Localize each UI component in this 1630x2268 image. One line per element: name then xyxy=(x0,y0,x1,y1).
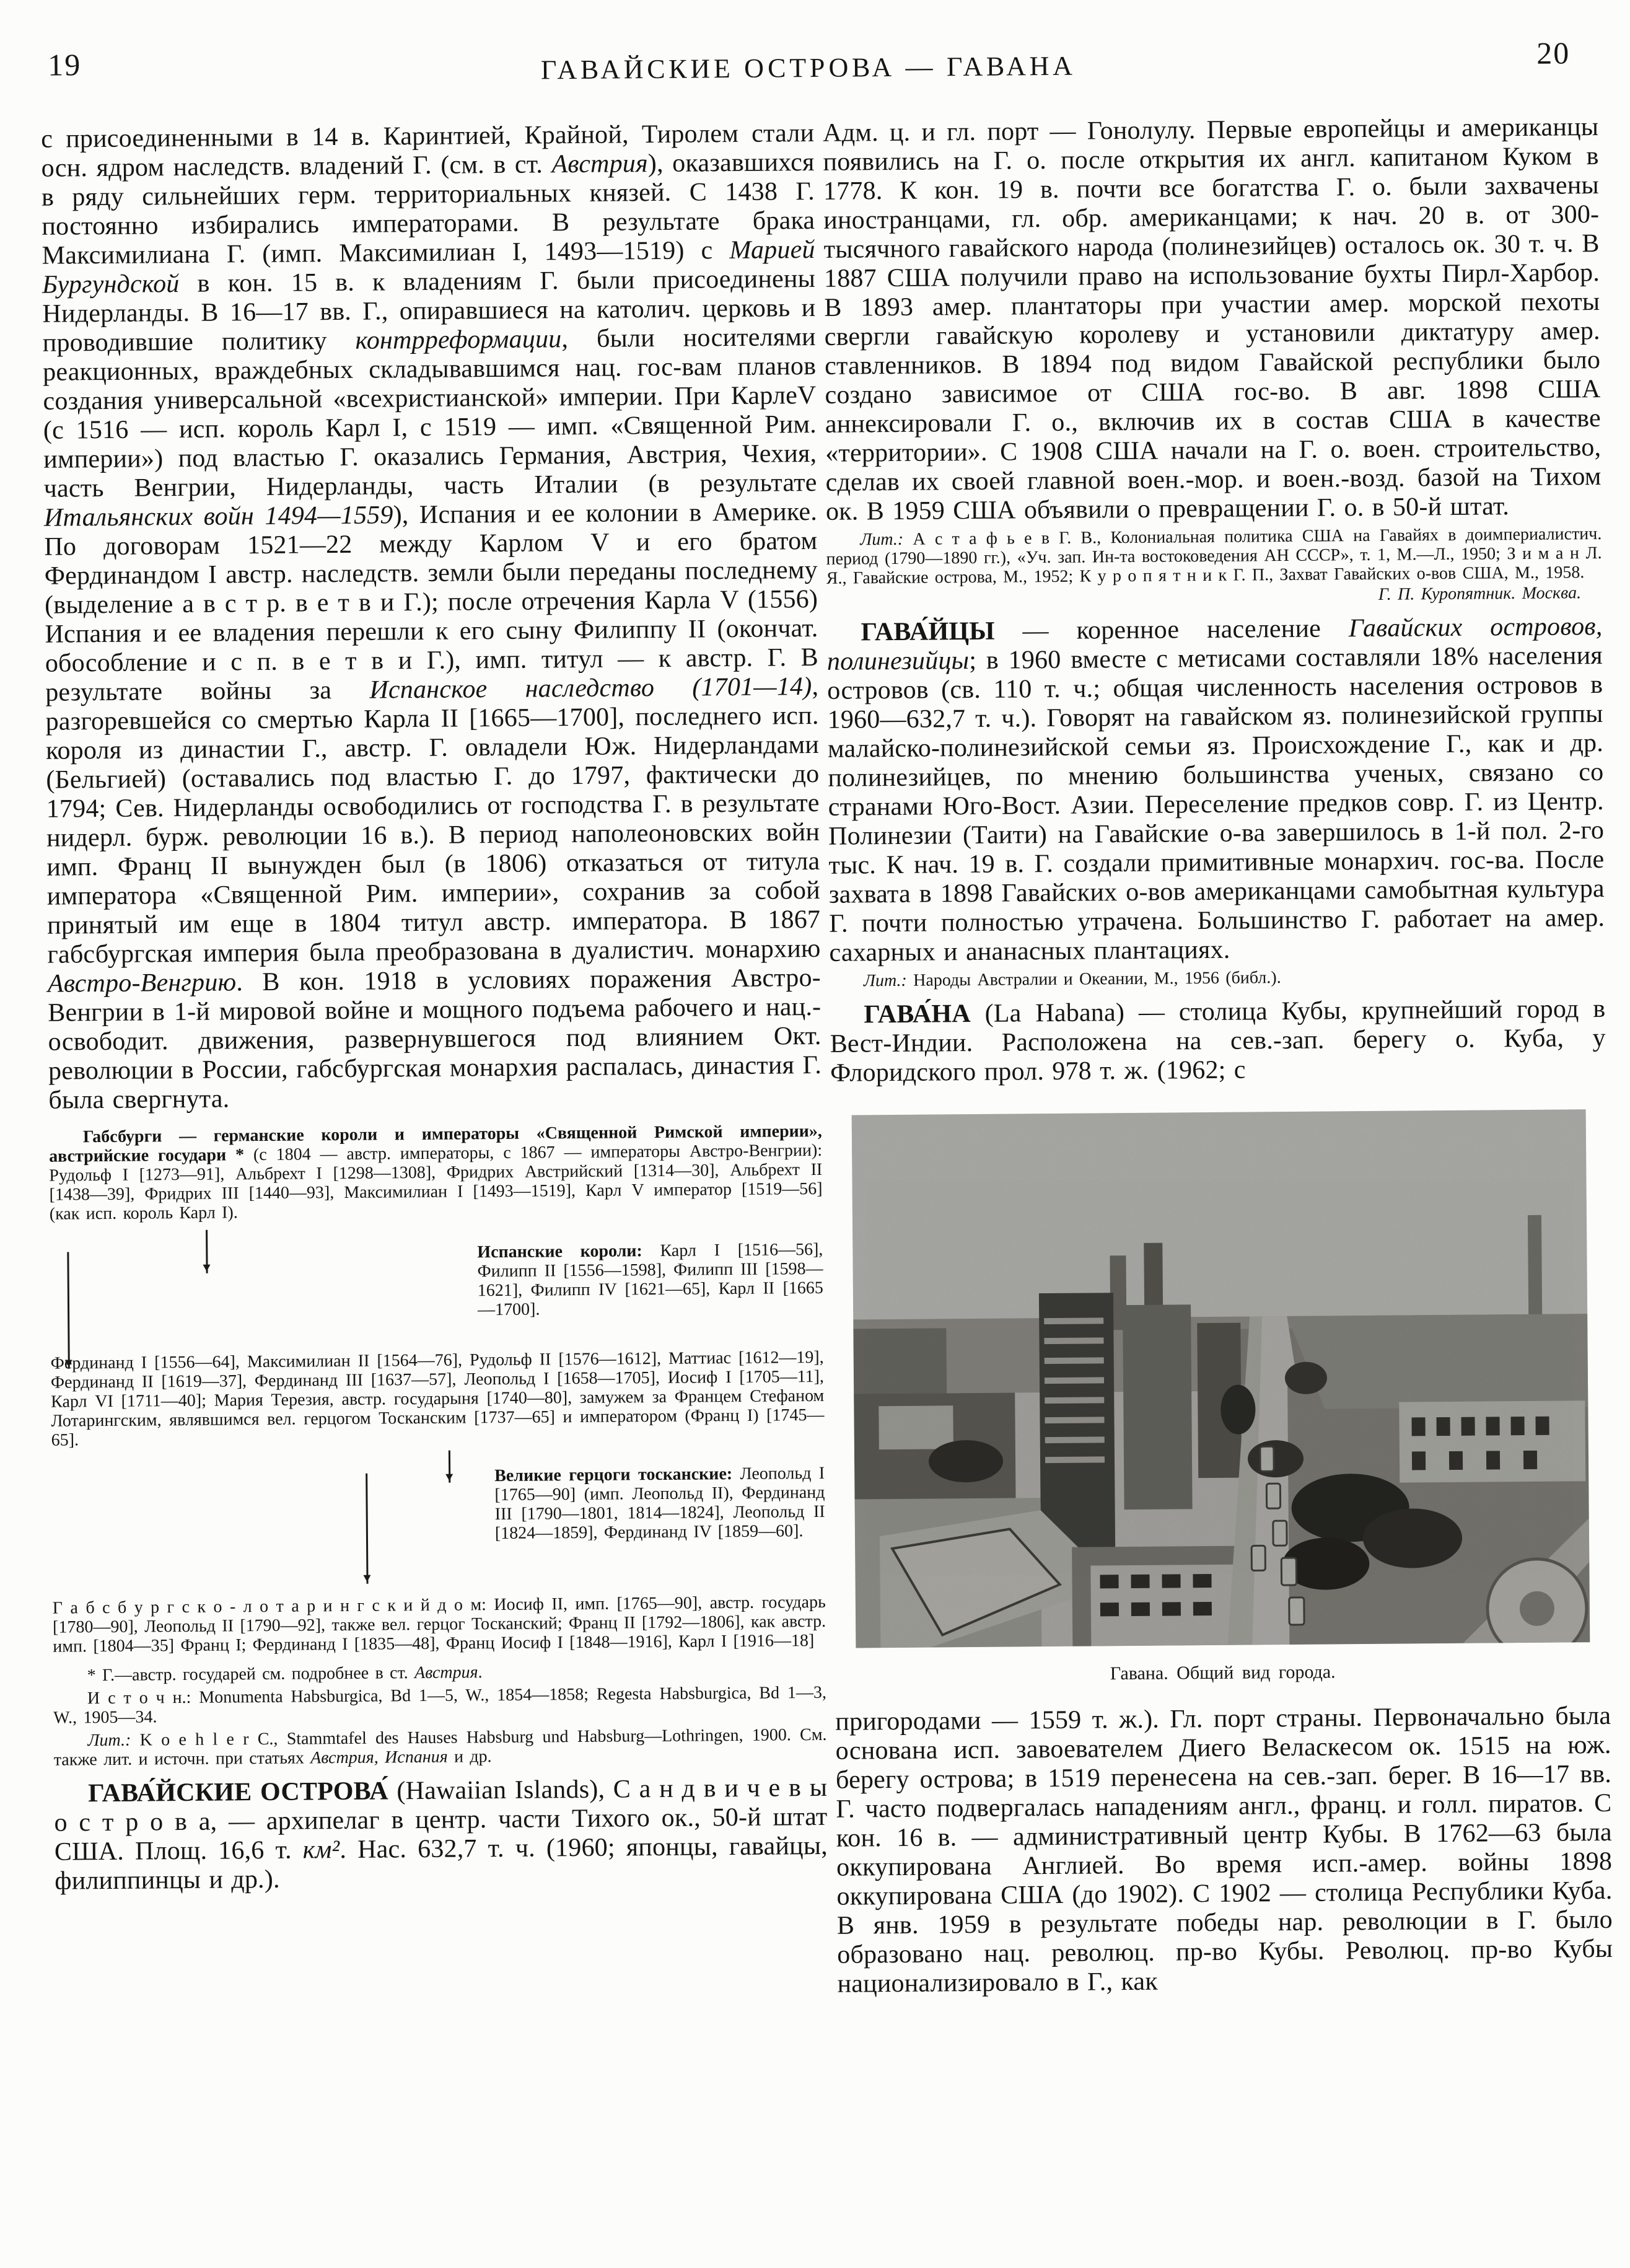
genealogy-sources: И с т о ч н.: Monumenta Habsburgica, Bd 1—5, W., 1854—1858; Regesta Habsburgica, Bd 1—3, W., 1905—34. xyxy=(53,1682,827,1728)
havana-continuation: пригородами — 1559 т. ж.). Гл. порт страны. Первоначально была основана исп. завоевателем Диего Веласкесом ок. 1515 на юж. берегу острова; в 1519 перенесена на сев.-зап. берег. В 16—17 вв. Г. часто подвергалась нападениям англ., франц. и голл. пиратов. С кон. 16 в. — административный центр Кубы. В 1762—63 была оккупирована Англией. Во время исп.-амер. войны 1898 оккупирована США (до 1902). С 1902 — столица Республики Куба. В янв. 1959 в результате победы нар. революции в Г. было образовано нац. революц. пр-во Кубы. Революц. пр-во Кубы национализировало в Г., как xyxy=(835,1701,1613,1998)
habsburg-genealogy-chart xyxy=(49,1122,827,1770)
author-signature: Г. П. Куропятник. Москва. xyxy=(1378,583,1582,604)
column-right xyxy=(823,113,1613,1999)
entry-hawaiians: ГАВА́ЙЦЫ — коренное население Гавайских островов, полинезийцы; в 1960 вместе с метисами составляли 18% населения островов (св. 110 т. ч.; общая численность населения островов в 1960—632,7 т. ч.). Говорят на гавайском яз. полинезийской группы малайско-полинезийской семьи яз. Происхождение Г., как и др. полинезийцев, по мнению большинства ученых, связано со странами Юго-Вост. Азии. Переселение предков совр. Г. из Центр. Полинезии (Таити) на Гавайские о-ва завершилось в 1-й пол. 2-го тыс. К нач. 19 в. Г. создали примитивные монархич. гос-ва. После захвата в 1898 Гавайских о-вов американцами самобытная культура Г. почти полностью утрачена. Большинство Г. работает на амер. сахарных и ананасных плантациях. xyxy=(826,612,1605,967)
hawaiian-islands-literature: Лит.: А с т а ф ь е в Г. В., Колониальная политика США на Гавайях в доимпериалистич. период (1790—1890 гг.), «Уч. зап. Ин-та востоковедения АН СССР», т. 1, М.—Л., 1950; З и м а н Л. Я., Гавайские острова, М., 1952; К у р о п я т н и к Г. П., Захват Гавайских о-вов США, М., 1958. xyxy=(826,524,1602,588)
entry-havana: ГАВА́НА (La Habana) — столица Кубы, крупнейший город в Вест-Индии. Расположена на сев.-зап. берегу о. Куба, у Флоридского прол. 978 т. ж. (1962; с xyxy=(830,994,1606,1088)
hawaiians-literature: Лит.: Народы Австралии и Океании, М., 1956 (библ.). xyxy=(863,968,1281,991)
genealogy-row-tuscan xyxy=(51,1464,826,1591)
tuscan-dukes-block: Великие герцоги тосканские: Леопольд I [1765—90] (имп. Леопольд II), Фердинанд III [1790—1801, 1814—1824], Леопольд II [1824—1859], Фердинанд IV [1859—60]. xyxy=(494,1463,825,1544)
down-arrow-icon xyxy=(206,1230,208,1273)
genealogy-footnote: * Г.—австр. государей см. подробнее в ст. Австрия. xyxy=(87,1663,483,1686)
habsburg-article-continuation: с присоединенными в 14 в. Каринтией, Крайной, Тиролем стали осн. ядром наследств. владений Г. (см. в ст. Австрия), оказавшихся в ряду сильнейших герм. территориальных князей. С 1438 Г. постоянно избирались императорами. В результате брака Максимилиана Г. (имп. Максимилиан I, 1493—1519) с Марией Бургундской в кон. 15 в. к владениям Г. были присоединены Нидерланды. В 16—17 вв. Г., опиравшиеся на католич. церковь и проводившие политику контрреформации, были носителями реакционных, враждебных складывавшимся нац. гос-вам планов создания универсальной «всехристианской» империи. При КарлеV (с 1516 — исп. король Карл I, с 1519 — имп. «Священной Рим. империи») под властью Г. оказались Германия, Австрия, Чехия, часть Венгрии, Нидерланды, часть Италии (в результате Итальянских войн 1494—1559), Испания и ее колонии в Америке. По договорам 1521—22 между Карлом V и его братом Фердинандом I австр. наследств. земли были переданы последнему (выделение а в с т р. в е т в и Г.); после отречения Карла V (1556) Испания и ее владения перешли к его сыну Филиппу II (окончат. обособление и с п. в е т в и Г.), имп. титул — к австр. Г. В результате войны за Испанское наследство (1701—14), разгоревшейся со смертью Карла II [1665—1700], последнего исп. короля из династии Г., австр. Г. овладели Юж. Нидерландами (Бельгией) (оставались под властью Г. до 1797, фактически до 1794; Сев. Нидерланды освободились от господства Г. в результате нидерл. бурж. революции 16 в.). В период наполеоновских войн имп. Франц II вынужден был (в 1806) отказаться от титула императора «Священной Рим. империи», сохранив за собой принятый им еще в 1804 титул австр. императора. В 1867 габсбургская империя была преобразована в дуалистич. монархию Австро-Венгрию. В кон. 1918 в условиях поражения Австро-Венгрии в 1-й мировой войне и мощного подъема рабочего и нац.-освободит. движения, развернувшегося под влиянием Окт. революции в России, габсбургская монархия распалась, династия Г. была свергнута. xyxy=(41,118,822,1115)
running-title: ГАВАЙСКИЕ ОСТРОВА — ГАВАНА xyxy=(540,50,1076,86)
page-number-right: 20 xyxy=(1536,35,1571,71)
down-arrow-icon xyxy=(449,1451,450,1483)
down-arrow-icon xyxy=(67,1252,69,1368)
havana-aerial-photo xyxy=(851,1109,1590,1648)
page-number-left: 19 xyxy=(48,47,82,82)
hawaiian-islands-continuation: Адм. ц. и гл. порт — Гонолулу. Первые европейцы и американцы появились на Г. о. после открытия их англ. капитаном Куком в 1778. К кон. 19 в. почти все богатства Г. о. были захвачены иностранцами, гл. обр. американцами; к нач. 20 в. от 300-тысячного гавайского народа (полинезийцев) осталось ок. 30 т. ч. В 1887 США получили право на использование бухты Пирл-Харбор. В 1893 амер. плантаторы при участии амер. морской пехоты свергли гавайскую королеву и установили диктатуру амер. ставленников. В 1894 под видом Гавайской республики было создано зависимое от США гос-во. В авг. 1898 США аннексировали Г. о., включив их в состав США в качестве «территории». С 1908 США начали на Г. о. воен. строительство, сделав их своей главной воен.-мор. и воен.-возд. базой на Тихом ок. В 1959 США объявили о превращении Г. о. в 50-й штат. xyxy=(823,113,1602,526)
entry-hawaiian-islands: ГАВА́ЙСКИЕ ОСТРОВА́ (Hawaiian Islands), С а н д в и ч е в ы о с т р о в а, — архипелаг в центр. части Тихого ок., 50-й штат США. Площ. 16,6 т. км². Нас. 632,7 т. ч. (1960; японцы, гавайцы, филиппинцы и др.). xyxy=(54,1773,828,1896)
genealogy-row-spanish xyxy=(50,1240,823,1345)
spanish-kings-block: Испанские короли: Карл I [1516—56], Филипп II [1556—1598], Филипп III [1598—1621], Филипп IV [1621—65], Карл II [1665—1700]. xyxy=(477,1239,823,1320)
genealogy-intro: Габсбурги — германские короли и императоры «Священной Римской империи», австрийские государи * (с 1804 — австр. императоры, с 1867 — императоры Австро-Венгрии): Рудольф I [1273—91], Альбрехт I [1298—1308], Фридрих Австрийский [1314—30], Альбрехт II [1438—39], Фридрих III [1440—93], Максимилиан I [1493—1519], Карл V император [1519—56] (как исп. король Карл I). xyxy=(48,1121,823,1224)
photo-caption: Гавана. Общий вид города. xyxy=(1110,1661,1336,1684)
havana-photo-figure xyxy=(851,1109,1590,1686)
column-left xyxy=(41,119,828,1896)
genealogy-literature: Лит.: K o e h l e r C., Stammtafel des Hauses Habsburg und Habsburg—Lothringen, 1900. См. также лит. и источн. при статьях Австрия, Испания и др. xyxy=(53,1725,827,1770)
austrian-line-block: Фердинанд I [1556—64], Максимилиан II [1564—76], Рудольф II [1576—1612], Маттиас [1612—19], Фердинанд II [1619—37], Фердинанд III [1637—57], Леопольд I [1658—1705], Иосиф I [1705—11], Карл VI [1711—40]; Мария Терезия, австр. государыня [1740—80], замужем за Францем Стефаном Лотарингским, являвшимся вел. герцогом Тосканским [1737—65] и императором (Франц I) [1745—65]. xyxy=(50,1347,825,1450)
lorraine-house-block: Г а б с б у р г с к о - л о т а р и н г с к и й д о м: Иосиф II, имп. [1765—90], австр. государь [1780—90], Леопольд II [1790—92], также вел. герцог Тосканский; Франц II [1792—1806], как австр. имп. [1804—35] Франц I; Фердинанд I [1835—48], Франц Иосиф I [1848—1916], Карл I [1916—18] xyxy=(52,1592,826,1656)
down-arrow-icon xyxy=(366,1474,368,1584)
